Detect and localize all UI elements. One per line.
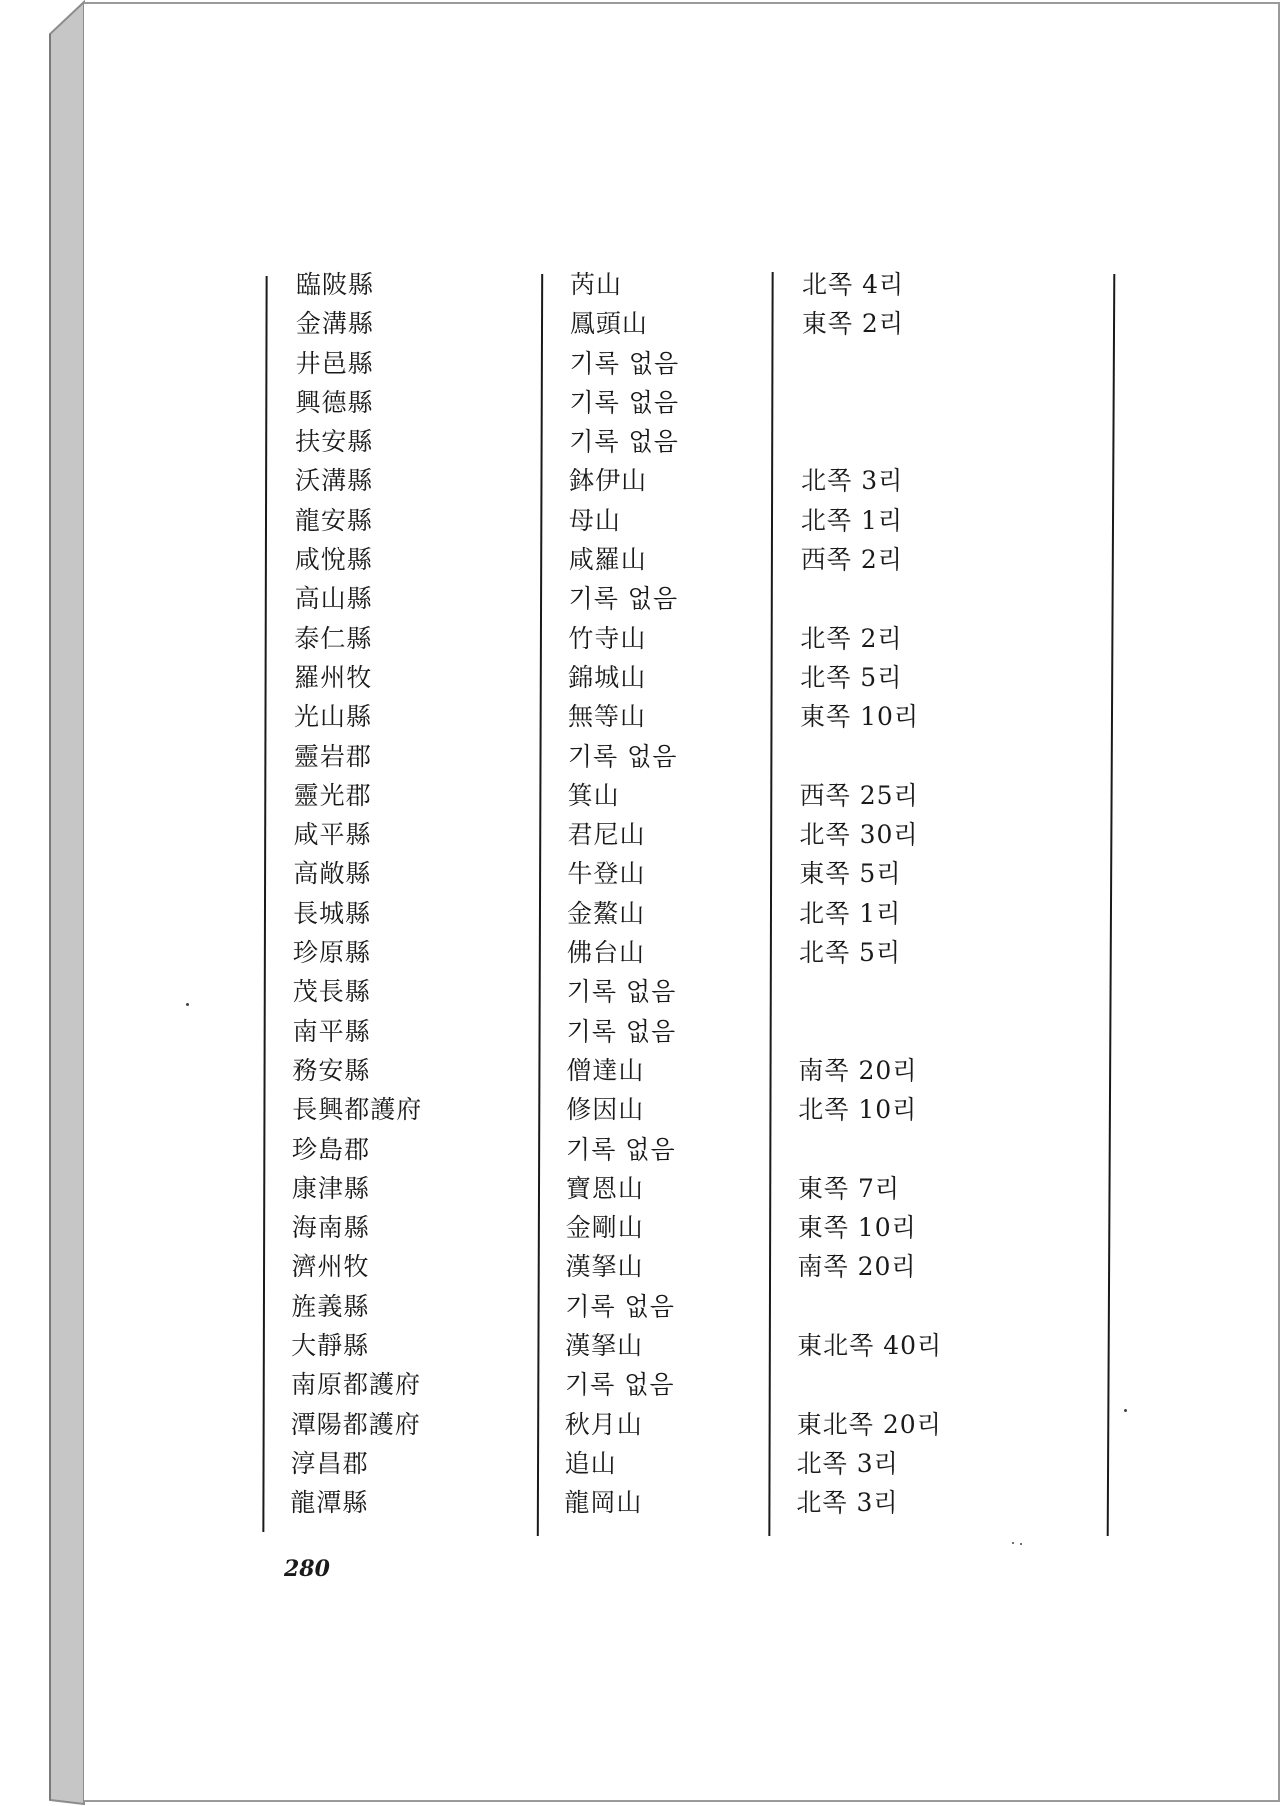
table-row [0,1287,1284,1326]
table-row [0,894,1284,933]
county-cell: 咸悅縣 [294,545,373,575]
direction-cell: 西쪽 2리 [800,545,903,575]
mountain-cell: 기록 없음 [566,1134,676,1164]
direction-cell: 北쪽 1리 [799,898,902,928]
county-cell: 珍島郡 [292,1134,371,1164]
table-row [0,383,1284,422]
table-row [0,304,1284,343]
county-cell: 潭陽都護府 [290,1409,421,1439]
table-row [0,1130,1284,1169]
county-cell: 咸平縣 [293,820,372,850]
mountain-table [0,265,1284,1523]
table-row [0,1444,1284,1483]
county-cell: 興德縣 [295,387,374,417]
mountain-cell: 金剛山 [565,1213,644,1243]
mountain-cell: 芮山 [570,270,623,299]
mountain-cell: 寶恩山 [565,1173,644,1203]
table-row [0,1365,1284,1404]
mountain-cell: 기록 없음 [566,1016,677,1046]
direction-cell: 南쪽 20리 [797,1252,917,1282]
county-cell: 長城縣 [293,898,372,928]
direction-cell: 東쪽 5리 [799,859,902,889]
page-number: 280 [284,1556,330,1582]
table-row [0,972,1284,1011]
table-row [0,854,1284,893]
county-cell: 高山縣 [294,584,373,614]
table-row [0,619,1284,658]
direction-cell: 北쪽 30리 [799,820,919,850]
mountain-cell: 漢拏山 [565,1252,644,1282]
direction-cell: 南쪽 20리 [798,1055,918,1085]
mountain-cell: 佛台山 [566,938,645,968]
mountain-cell: 箕山 [567,780,620,810]
direction-cell: 東쪽 10리 [797,1213,917,1243]
county-cell: 靈光郡 [293,780,372,810]
direction-cell: 西쪽 25리 [799,780,919,810]
mountain-cell: 기록 없음 [569,348,680,378]
table-row [0,265,1284,304]
mountain-cell: 竹寺山 [568,623,647,653]
county-cell: 南平縣 [292,1016,371,1046]
mountain-cell: 金鰲山 [567,898,646,928]
table-row [0,697,1284,736]
county-cell: 康津縣 [291,1173,370,1203]
county-cell: 龍安縣 [294,505,373,535]
table-row [0,344,1284,383]
mountain-cell: 母山 [568,505,621,535]
mountain-cell: 鉢伊山 [569,466,648,496]
mountain-cell: 기록 없음 [569,387,680,417]
county-cell: 井邑縣 [295,348,374,378]
mountain-cell: 秋月山 [564,1409,643,1439]
scan-speck [186,1003,189,1006]
direction-cell: 北쪽 10리 [798,1095,918,1125]
table-row [0,1247,1284,1286]
county-cell: 光山縣 [294,702,373,732]
mountain-cell: 牛登山 [567,859,646,889]
county-cell: 長興都護府 [292,1095,423,1125]
county-cell: 羅州牧 [294,662,373,692]
direction-cell: 東北쪽 20리 [796,1409,942,1439]
mountain-cell: 無等山 [568,702,647,732]
table-row [0,461,1284,500]
mountain-cell: 기록 없음 [568,584,679,614]
scan-speck [1020,1543,1022,1545]
county-cell: 海南縣 [291,1213,370,1243]
scan-speck [1012,1542,1014,1544]
direction-cell: 北쪽 5리 [798,938,902,968]
direction-cell: 北쪽 1리 [800,505,904,535]
table-row [0,1208,1284,1247]
mountain-cell: 修因山 [566,1095,645,1125]
table-row [0,422,1284,461]
mountain-cell: 기록 없음 [564,1370,675,1400]
direction-cell: 北쪽 3리 [796,1488,899,1518]
county-cell: 淳昌郡 [290,1448,369,1478]
mountain-cell: 漢拏山 [565,1331,644,1361]
table-row [0,1405,1284,1444]
mountain-cell: 錦城山 [568,662,647,692]
direction-cell: 北쪽 4리 [802,270,905,299]
county-cell: 金溝縣 [295,309,374,339]
table-row [0,815,1284,854]
table-row [0,1012,1284,1051]
table-row [0,540,1284,579]
county-cell: 龍潭縣 [290,1488,369,1518]
mountain-cell: 君尼山 [567,820,646,850]
county-cell: 濟州牧 [291,1252,370,1282]
county-cell: 旌義縣 [291,1291,370,1321]
county-cell: 茂長縣 [292,977,371,1007]
county-cell: 珍原縣 [292,938,371,968]
direction-cell: 北쪽 3리 [796,1448,899,1478]
county-cell: 務安縣 [292,1055,371,1085]
mountain-cell: 僧達山 [566,1055,645,1085]
county-cell: 沃溝縣 [295,466,374,496]
table-row [0,1090,1284,1129]
mountain-cell: 龍岡山 [564,1488,643,1518]
table-row [0,737,1284,776]
mountain-cell: 鳳頭山 [569,309,648,339]
direction-cell: 東쪽 7리 [797,1173,901,1203]
direction-cell: 北쪽 5리 [800,662,903,692]
county-cell: 南原都護府 [290,1370,421,1400]
mountain-cell: 기록 없음 [567,741,678,771]
mountain-cell: 기록 없음 [565,1291,675,1321]
table-row [0,933,1284,972]
table-row [0,1051,1284,1090]
mountain-cell: 追山 [564,1448,617,1478]
table-row [0,658,1284,697]
mountain-cell: 기록 없음 [566,977,677,1007]
direction-cell: 北쪽 3리 [801,466,904,496]
table-row [0,579,1284,618]
scan-speck [1124,1409,1127,1412]
direction-cell: 東쪽 2리 [801,309,904,339]
county-cell: 靈岩郡 [293,741,372,771]
table-row [0,1169,1284,1208]
direction-cell: 東北쪽 40리 [797,1331,943,1361]
county-cell: 大靜縣 [291,1331,370,1361]
county-cell: 泰仁縣 [294,623,373,653]
table-row [0,501,1284,540]
county-cell: 扶安縣 [295,427,374,457]
table-row [0,776,1284,815]
table-row [0,1326,1284,1365]
mountain-cell: 기록 없음 [569,427,679,457]
county-cell: 臨陂縣 [296,270,375,299]
county-cell: 高敞縣 [293,859,372,889]
direction-cell: 北쪽 2리 [800,623,903,653]
table-row [0,1483,1284,1522]
direction-cell: 東쪽 10리 [800,702,920,732]
mountain-cell: 咸羅山 [568,545,647,575]
